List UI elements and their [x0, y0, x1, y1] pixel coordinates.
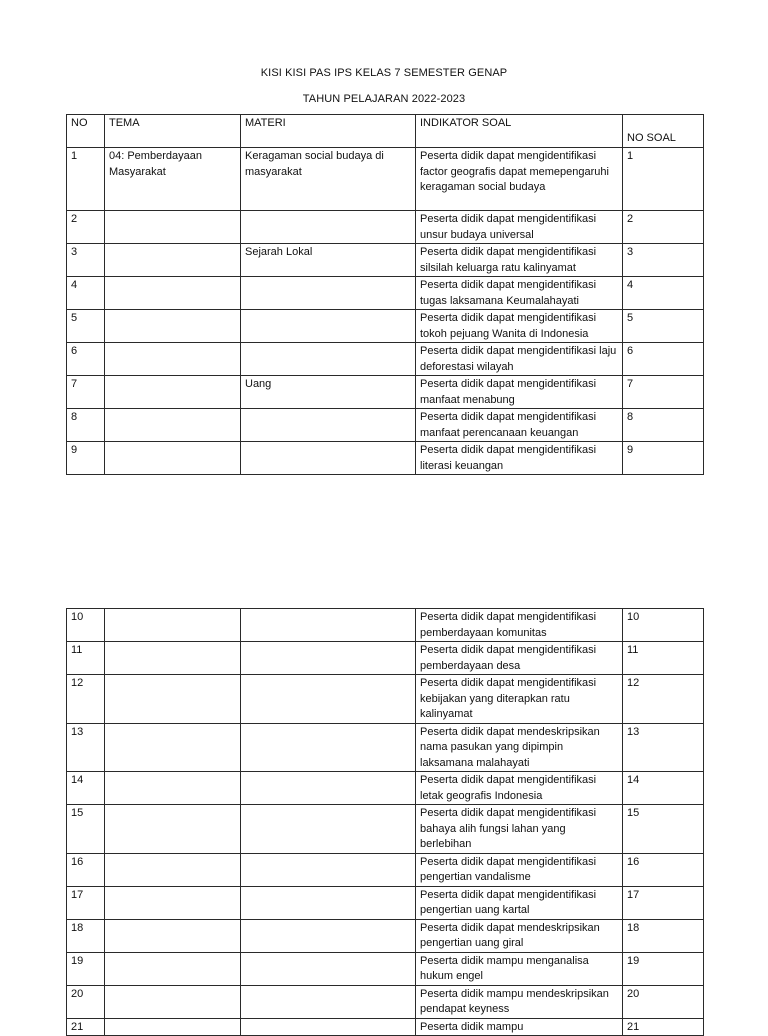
- cell-indikator-soal: Peserta didik dapat mengidentifikasi tokoh pejuang Wanita di Indonesia: [416, 310, 623, 343]
- cell-indikator-soal: Peserta didik mampu mendeskripsikan pendapat keyness: [416, 985, 623, 1018]
- table-row: [67, 310, 704, 343]
- cell-materi: Keragaman social budaya di masyarakat: [241, 148, 416, 211]
- cell-tema: [105, 805, 241, 854]
- cell-no: 20: [67, 985, 105, 1018]
- table-row: [67, 211, 704, 244]
- cell-materi: [241, 985, 416, 1018]
- cell-indikator-soal: Peserta didik dapat mengidentifikasi tugas laksamana Keumalahayati: [416, 277, 623, 310]
- cell-materi: [241, 1018, 416, 1036]
- cell-materi: [241, 723, 416, 772]
- cell-no-soal: 10: [623, 609, 704, 642]
- cell-tema: [105, 772, 241, 805]
- document-subtitle: TAHUN PELAJARAN 2022-2023: [302, 93, 466, 105]
- cell-no-soal: 15: [623, 805, 704, 854]
- cell-no: 12: [67, 675, 105, 724]
- cell-tema: 04: Pemberdayaan Masyarakat: [105, 148, 241, 211]
- cell-no: 5: [67, 310, 105, 343]
- cell-tema: [105, 886, 241, 919]
- cell-indikator-soal: Peserta didik mampu: [416, 1018, 623, 1036]
- table-row: [67, 985, 704, 1018]
- cell-no: 3: [67, 244, 105, 277]
- cell-tema: [105, 952, 241, 985]
- cell-no-soal: 20: [623, 985, 704, 1018]
- cell-no: 21: [67, 1018, 105, 1036]
- cell-no: 14: [67, 772, 105, 805]
- cell-no-soal: 6: [623, 343, 704, 376]
- cell-indikator-soal: Peserta didik dapat mengidentifikasi literasi keuangan: [416, 442, 623, 475]
- cell-no-soal: 4: [623, 277, 704, 310]
- cell-no-soal: 13: [623, 723, 704, 772]
- cell-indikator-soal: Peserta didik dapat mengidentifikasi letak geografis Indonesia: [416, 772, 623, 805]
- table-row: [67, 409, 704, 442]
- cell-no: 10: [67, 609, 105, 642]
- table-row: [67, 609, 704, 642]
- cell-no-soal: 7: [623, 376, 704, 409]
- cell-materi: [241, 642, 416, 675]
- table-row: [67, 376, 704, 409]
- cell-indikator-soal: Peserta didik mampu menganalisa hukum engel: [416, 952, 623, 985]
- cell-indikator-soal: Peserta didik dapat mengidentifikasi bahaya alih fungsi lahan yang berlebihan: [416, 805, 623, 854]
- cell-no: 4: [67, 277, 105, 310]
- cell-materi: [241, 609, 416, 642]
- cell-indikator-soal: Peserta didik dapat mengidentifikasi manfaat perencanaan keuangan: [416, 409, 623, 442]
- cell-indikator-soal: Peserta didik dapat mengidentifikasi kebijakan yang diterapkan ratu kalinyamat: [416, 675, 623, 724]
- cell-materi: [241, 886, 416, 919]
- cell-no: 11: [67, 642, 105, 675]
- cell-tema: [105, 376, 241, 409]
- table-row: [67, 805, 704, 854]
- table-row: [67, 1018, 704, 1036]
- cell-tema: [105, 723, 241, 772]
- document-title: KISI KISI PAS IPS KELAS 7 SEMESTER GENAP: [260, 67, 508, 79]
- cell-no-soal: 8: [623, 409, 704, 442]
- cell-no-soal: 2: [623, 211, 704, 244]
- cell-materi: Uang: [241, 376, 416, 409]
- cell-no-soal: 14: [623, 772, 704, 805]
- cell-tema: [105, 609, 241, 642]
- cell-tema: [105, 343, 241, 376]
- cell-materi: [241, 952, 416, 985]
- table-row: [67, 886, 704, 919]
- cell-materi: Sejarah Lokal: [241, 244, 416, 277]
- header-tema: TEMA: [105, 115, 241, 148]
- kisi-table-page-2: [66, 608, 704, 1036]
- table-row: [67, 919, 704, 952]
- cell-tema: [105, 244, 241, 277]
- cell-materi: [241, 211, 416, 244]
- cell-no-soal: 16: [623, 853, 704, 886]
- cell-no: 9: [67, 442, 105, 475]
- cell-tema: [105, 277, 241, 310]
- cell-indikator-soal: Peserta didik dapat mengidentifikasi pemberdayaan komunitas: [416, 609, 623, 642]
- cell-indikator-soal: Peserta didik dapat mengidentifikasi pengertian vandalisme: [416, 853, 623, 886]
- cell-no: 18: [67, 919, 105, 952]
- table-row: [67, 723, 704, 772]
- cell-materi: [241, 343, 416, 376]
- table-row: [67, 853, 704, 886]
- cell-tema: [105, 919, 241, 952]
- table-row: [67, 442, 704, 475]
- cell-tema: [105, 853, 241, 886]
- cell-indikator-soal: Peserta didik dapat mengidentifikasi unsur budaya universal: [416, 211, 623, 244]
- cell-indikator-soal: Peserta didik dapat mengidentifikasi laju deforestasi wilayah: [416, 343, 623, 376]
- cell-materi: [241, 310, 416, 343]
- cell-materi: [241, 772, 416, 805]
- cell-no: 6: [67, 343, 105, 376]
- table-row: [67, 675, 704, 724]
- cell-no-soal: 3: [623, 244, 704, 277]
- cell-tema: [105, 310, 241, 343]
- cell-indikator-soal: Peserta didik dapat mengidentifikasi factor geografis dapat memepengaruhi keragaman social budaya: [416, 148, 623, 211]
- cell-materi: [241, 919, 416, 952]
- cell-no: 16: [67, 853, 105, 886]
- cell-materi: [241, 675, 416, 724]
- cell-no: 7: [67, 376, 105, 409]
- cell-indikator-soal: Peserta didik dapat mengidentifikasi pengertian uang kartal: [416, 886, 623, 919]
- cell-no-soal: 19: [623, 952, 704, 985]
- cell-indikator-soal: Peserta didik dapat mendeskripsikan nama pasukan yang dipimpin laksamana malahayati: [416, 723, 623, 772]
- cell-no-soal: 5: [623, 310, 704, 343]
- cell-no: 1: [67, 148, 105, 211]
- cell-no: 19: [67, 952, 105, 985]
- table-row: [67, 277, 704, 310]
- cell-indikator-soal: Peserta didik dapat mengidentifikasi silsilah keluarga ratu kalinyamat: [416, 244, 623, 277]
- table-row: [67, 772, 704, 805]
- cell-tema: [105, 211, 241, 244]
- table-header-row: [67, 115, 704, 148]
- header-no: NO: [67, 115, 105, 148]
- cell-no: 8: [67, 409, 105, 442]
- cell-indikator-soal: Peserta didik dapat mendeskripsikan pengertian uang giral: [416, 919, 623, 952]
- cell-no: 15: [67, 805, 105, 854]
- cell-indikator-soal: Peserta didik dapat mengidentifikasi pemberdayaan desa: [416, 642, 623, 675]
- header-materi: MATERI: [241, 115, 416, 148]
- cell-tema: [105, 642, 241, 675]
- table-row: [67, 952, 704, 985]
- table-row: [67, 148, 704, 211]
- cell-no-soal: 9: [623, 442, 704, 475]
- kisi-table-page-1: [66, 114, 704, 475]
- cell-no-soal: 11: [623, 642, 704, 675]
- cell-tema: [105, 675, 241, 724]
- table-row: [67, 343, 704, 376]
- cell-materi: [241, 805, 416, 854]
- cell-no-soal: 21: [623, 1018, 704, 1036]
- cell-no: 13: [67, 723, 105, 772]
- cell-no-soal: 12: [623, 675, 704, 724]
- cell-no-soal: 18: [623, 919, 704, 952]
- cell-materi: [241, 277, 416, 310]
- cell-materi: [241, 853, 416, 886]
- cell-indikator-soal: Peserta didik dapat mengidentifikasi manfaat menabung: [416, 376, 623, 409]
- cell-no: 17: [67, 886, 105, 919]
- cell-tema: [105, 442, 241, 475]
- cell-no-soal: 17: [623, 886, 704, 919]
- table-row: [67, 244, 704, 277]
- header-no-soal: NO SOAL: [623, 115, 704, 148]
- cell-tema: [105, 985, 241, 1018]
- cell-tema: [105, 1018, 241, 1036]
- header-indikator-soal: INDIKATOR SOAL: [416, 115, 623, 148]
- cell-materi: [241, 409, 416, 442]
- cell-no-soal: 1: [623, 148, 704, 211]
- cell-tema: [105, 409, 241, 442]
- cell-no: 2: [67, 211, 105, 244]
- table-row: [67, 642, 704, 675]
- cell-materi: [241, 442, 416, 475]
